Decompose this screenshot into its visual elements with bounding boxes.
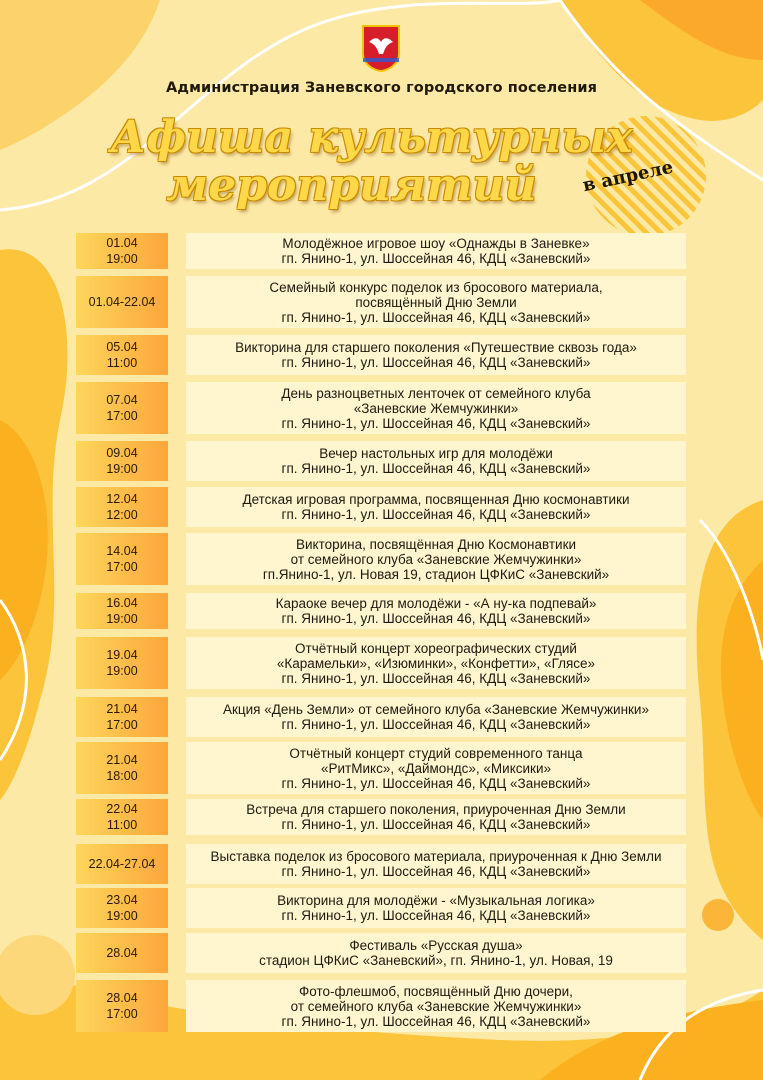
- event-description-line: Встреча для старшего поколения, приуроченная Дню Земли: [246, 802, 626, 817]
- event-row: [76, 593, 686, 629]
- event-description-line: стадион ЦФКиС «Заневский», гп. Янино-1, ул. Новая, 19: [259, 953, 613, 968]
- event-description-line: гп. Янино-1, ул. Шоссейная 46, КДЦ «Заневский»: [281, 775, 591, 791]
- event-date: 09.04: [106, 446, 138, 460]
- event-description: [186, 742, 686, 794]
- event-description-line: гп. Янино-1, ул. Шоссейная 46, КДЦ «Заневский»: [281, 908, 591, 923]
- event-date: 19.04: [106, 648, 138, 662]
- event-date: 28.04: [106, 946, 138, 960]
- event-description-line: гп. Янино-1, ул. Шоссейная 46, КДЦ «Заневский»: [281, 415, 591, 431]
- event-description-line: Отчётный концерт хореографических студий: [295, 640, 577, 656]
- event-date-cell: [76, 637, 168, 689]
- event-row: [76, 888, 686, 928]
- event-description: [186, 441, 686, 481]
- event-time: 19:00: [106, 909, 138, 923]
- event-description-line: Молодёжное игровое шоу «Однажды в Заневке»: [282, 236, 590, 251]
- event-description-line: Фото-флешмоб, посвящённый Дню дочери,: [299, 983, 573, 999]
- event-row: [76, 487, 686, 527]
- event-date-cell: [76, 533, 168, 585]
- event-description-line: Викторина, посвящённая Дню Космонавтики: [295, 536, 577, 552]
- event-description: [186, 382, 686, 434]
- event-date-cell: [76, 233, 168, 269]
- event-description-line: «РитМикс», «Даймондс», «Миксики»: [320, 760, 552, 776]
- event-description: [186, 233, 686, 269]
- event-description-line: гп. Янино-1, ул. Шоссейная 46, КДЦ «Заневский»: [281, 611, 591, 626]
- event-time: 18:00: [106, 769, 138, 783]
- event-description-line: от семейного клуба «Заневские Жемчужинки»: [290, 551, 582, 567]
- event-description: [186, 799, 686, 835]
- event-description: [186, 335, 686, 375]
- event-description-line: гп.Янино-1, ул. Новая 19, стадион ЦФКиС «Заневский»: [262, 566, 610, 582]
- event-description-line: гп. Янино-1, ул. Шоссейная 46, КДЦ «Заневский»: [281, 670, 591, 686]
- event-row: [76, 844, 686, 884]
- event-row: [76, 697, 686, 737]
- event-description-line: «Заневские Жемчужинки»: [353, 400, 519, 416]
- event-description: [186, 980, 686, 1032]
- event-time: 19:00: [106, 252, 138, 266]
- event-time: 17:00: [106, 1007, 138, 1021]
- event-date-cell: [76, 276, 168, 328]
- event-date: 21.04: [106, 702, 138, 716]
- event-date-cell: [76, 441, 168, 481]
- event-date: 07.04: [106, 393, 138, 407]
- coat-of-arms-icon: [361, 24, 401, 72]
- month-label: в апреле: [580, 156, 675, 197]
- event-date: 28.04: [106, 991, 138, 1005]
- event-date-cell: [76, 487, 168, 527]
- event-date: 23.04: [106, 893, 138, 907]
- event-description-line: гп. Янино-1, ул. Шоссейная 46, КДЦ «Заневский»: [281, 309, 591, 325]
- event-row: [76, 233, 686, 269]
- event-description-line: День разноцветных ленточек от семейного клуба: [281, 385, 591, 401]
- event-row: [76, 742, 686, 794]
- event-description-line: Фестиваль «Русская душа»: [349, 938, 523, 953]
- event-date-cell: [76, 799, 168, 835]
- event-description-line: гп. Янино-1, ул. Шоссейная 46, КДЦ «Заневский»: [281, 507, 591, 522]
- event-date: 16.04: [106, 596, 138, 610]
- event-description-line: от семейного клуба «Заневские Жемчужинки»: [290, 998, 582, 1014]
- event-description-line: гп. Янино-1, ул. Шоссейная 46, КДЦ «Заневский»: [281, 1013, 591, 1029]
- event-description-line: гп. Янино-1, ул. Шоссейная 46, КДЦ «Заневский»: [281, 717, 591, 732]
- event-date: 22.04-27.04: [88, 857, 156, 871]
- event-description: [186, 593, 686, 629]
- event-time: 19:00: [106, 612, 138, 626]
- event-time: 12:00: [106, 508, 138, 522]
- event-date-cell: [76, 697, 168, 737]
- event-date-cell: [76, 382, 168, 434]
- event-row: [76, 980, 686, 1032]
- event-row: [76, 335, 686, 375]
- event-date-cell: [76, 335, 168, 375]
- event-description-line: гп. Янино-1, ул. Шоссейная 46, КДЦ «Заневский»: [281, 461, 591, 476]
- event-date: 21.04: [106, 753, 138, 767]
- event-date: 12.04: [106, 492, 138, 506]
- event-date-cell: [76, 593, 168, 629]
- event-description-line: Семейный конкурс поделок из бросового материала,: [269, 279, 603, 295]
- event-description: [186, 888, 686, 928]
- event-row: [76, 441, 686, 481]
- event-row: [76, 276, 686, 328]
- event-description-line: гп. Янино-1, ул. Шоссейная 46, КДЦ «Заневский»: [281, 355, 591, 370]
- event-description-line: «Карамельки», «Изюминки», «Конфетти», «Глясе»: [276, 655, 596, 671]
- event-description-line: Викторина для молодёжи - «Музыкальная логика»: [277, 893, 595, 908]
- event-date-cell: [76, 888, 168, 928]
- event-date: 05.04: [106, 340, 138, 354]
- event-time: 19:00: [106, 664, 138, 678]
- event-description: [186, 697, 686, 737]
- event-date-cell: [76, 933, 168, 973]
- poster-title-line1: Афиша культурных: [110, 112, 633, 163]
- organization-name: Администрация Заневского городского поселения: [165, 80, 598, 96]
- event-time: 19:00: [106, 462, 138, 476]
- event-description-line: гп. Янино-1, ул. Шоссейная 46, КДЦ «Заневский»: [281, 251, 591, 266]
- event-time: 17:00: [106, 560, 138, 574]
- event-time: 17:00: [106, 718, 138, 732]
- event-row: [76, 637, 686, 689]
- event-time: 17:00: [106, 409, 138, 423]
- event-description-line: Караоке вечер для молодёжи - «А ну-ка подпевай»: [275, 596, 597, 611]
- event-description: [186, 533, 686, 585]
- event-date: 14.04: [106, 544, 138, 558]
- event-description: [186, 637, 686, 689]
- event-date-cell: [76, 742, 168, 794]
- event-description-line: Вечер настольных игр для молодёжи: [319, 446, 553, 461]
- event-date-cell: [76, 844, 168, 884]
- event-description-line: гп. Янино-1, ул. Шоссейная 46, КДЦ «Заневский»: [281, 817, 591, 832]
- event-row: [76, 533, 686, 585]
- event-date: 01.04-22.04: [88, 295, 156, 309]
- event-date-cell: [76, 980, 168, 1032]
- event-description-line: гп. Янино-1, ул. Шоссейная 46, КДЦ «Заневский»: [281, 864, 591, 879]
- event-description-line: Викторина для старшего поколения «Путешествие сквозь года»: [235, 340, 637, 355]
- event-description: [186, 276, 686, 328]
- event-row: [76, 933, 686, 973]
- event-description-line: посвящённый Дню Земли: [355, 294, 517, 310]
- event-date: 01.04: [106, 236, 138, 250]
- event-description: [186, 933, 686, 973]
- event-time: 11:00: [106, 356, 138, 370]
- event-description-line: Акция «День Земли» от семейного клуба «Заневские Жемчужинки»: [223, 702, 649, 717]
- event-description: [186, 487, 686, 527]
- event-date: 22.04: [106, 802, 138, 816]
- event-row: [76, 799, 686, 835]
- poster-title-line2: мероприятий: [166, 160, 537, 211]
- event-description-line: Детская игровая программа, посвященная Дню космонавтики: [242, 492, 630, 507]
- event-time: 11:00: [106, 818, 138, 832]
- event-description-line: Отчётный концерт студий современного танца: [289, 745, 583, 761]
- event-description-line: Выставка поделок из бросового материала, приуроченная к Дню Земли: [210, 849, 662, 864]
- event-description: [186, 844, 686, 884]
- event-row: [76, 382, 686, 434]
